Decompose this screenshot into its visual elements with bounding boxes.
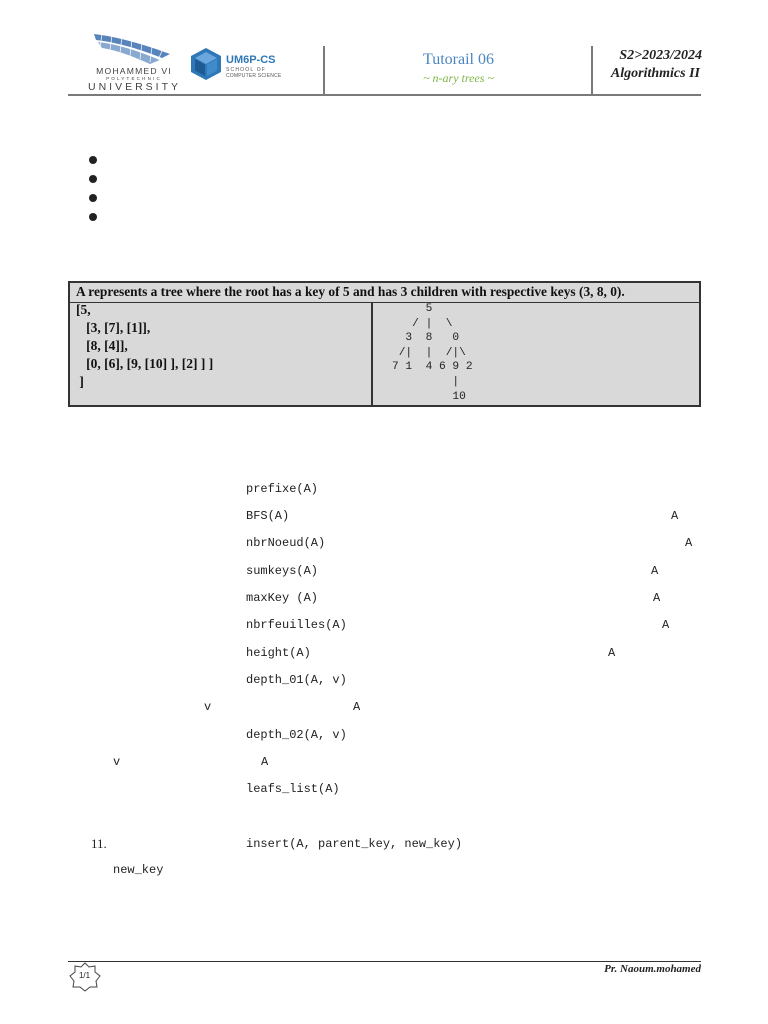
tutorial-title: Tutorail 06 xyxy=(423,51,494,68)
bullet-icon xyxy=(89,175,97,183)
nested-list-line: ] xyxy=(76,374,84,389)
example-caption: A represents a tree where the root has a key of 5 and has 3 children with respective keys (3, 8, 0). xyxy=(70,283,699,303)
nested-list-line: [3, [7], [1]], xyxy=(76,320,151,335)
function-arg: A xyxy=(353,700,361,714)
question-number: 11. xyxy=(91,836,107,851)
course-name: Algorithmics II xyxy=(610,66,700,81)
school-name: UM6P-CS SCHOOL OF COMPUTER SCIENCE xyxy=(226,54,282,79)
function-bfs: BFS(A) xyxy=(246,509,290,523)
author-name: Pr. Naoum.mohamed xyxy=(604,963,701,975)
table-divider xyxy=(371,302,373,405)
tree-diagram: 5 / | \ 3 8 0 /| | /|\ 7 1 4 6 9 2 | 10 xyxy=(392,303,473,403)
function-maxkey: maxKey (A) xyxy=(246,591,319,605)
school-cube-icon xyxy=(188,46,224,87)
function-arg: A xyxy=(653,591,661,605)
function-arg: A xyxy=(685,536,693,550)
function-arg: A xyxy=(261,755,269,769)
function-depth-02: depth_02(A, v) xyxy=(246,728,347,742)
nested-list-line: [0, [6], [9, [10] ], [2] ] ] xyxy=(76,356,214,371)
function-insert: insert(A, parent_key, new_key) xyxy=(246,837,463,851)
header-separator xyxy=(323,46,325,95)
nested-list-line: [5, xyxy=(76,302,91,317)
function-prefixe: prefixe(A) xyxy=(246,482,319,496)
nested-list-line: [8, [4]], xyxy=(76,338,128,353)
university-name: MOHAMMED VI POLYTECHNIC UNIVERSITY xyxy=(88,66,182,94)
function-arg: v xyxy=(204,700,212,714)
function-arg: v xyxy=(113,755,121,769)
function-arg: new_key xyxy=(113,863,164,877)
function-arg: A xyxy=(651,564,659,578)
example-table xyxy=(68,281,701,407)
function-height: height(A) xyxy=(246,646,311,660)
function-depth-01: depth_01(A, v) xyxy=(246,673,347,687)
function-sumkeys: sumkeys(A) xyxy=(246,564,319,578)
semester-label: S2>2023/2024 xyxy=(619,48,702,63)
page-number: 1/1 xyxy=(78,971,91,980)
tutorial-subtitle: ~ n-ary trees ~ xyxy=(423,71,494,85)
function-nbrfeuilles: nbrfeuilles(A) xyxy=(246,618,347,632)
function-arg: A xyxy=(671,509,679,523)
bullet-icon xyxy=(89,213,97,221)
header-separator xyxy=(591,46,593,95)
function-nbrnoeud: nbrNoeud(A) xyxy=(246,536,326,550)
header-rule xyxy=(68,94,701,96)
function-leafs-list: leafs_list(A) xyxy=(246,782,340,796)
bullet-icon xyxy=(89,156,97,164)
footer-rule xyxy=(68,961,701,962)
function-arg: A xyxy=(662,618,670,632)
bullet-icon xyxy=(89,194,97,202)
function-arg: A xyxy=(608,646,616,660)
